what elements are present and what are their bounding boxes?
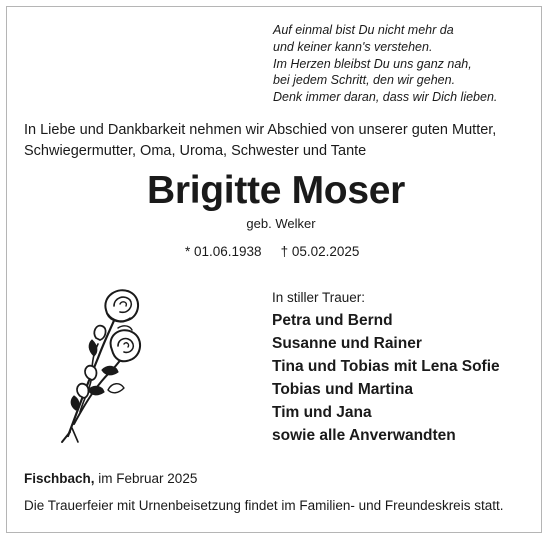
mourning-label: In stiller Trauer:: [272, 290, 366, 305]
mourner-entry: sowie alle Anverwandten: [272, 427, 456, 444]
life-dates: [185, 242, 359, 262]
intro-line: Schwiegermutter, Oma, Uroma, Schwester und Tante: [24, 142, 367, 159]
intro-line: In Liebe und Dankbarkeit nehmen wir Abschied von unserer guten Mutter,: [24, 122, 497, 138]
place-name: Fischbach,: [24, 471, 95, 486]
mourners-list: [272, 309, 500, 447]
maiden-name: geb. Welker: [246, 216, 316, 231]
funeral-note: Die Trauerfeier mit Urnenbeisetzung findet im Familien- und Freundeskreis statt.: [24, 498, 504, 513]
mourner-entry: Susanne und Rainer: [272, 335, 422, 352]
mourner-entry: Petra und Bernd: [272, 312, 393, 329]
poem-line: bei jedem Schritt, den wir gehen.: [273, 73, 456, 88]
rose-icon: [58, 286, 148, 446]
birth-date: * 01.06.1938: [185, 244, 262, 259]
poem: [273, 22, 538, 106]
deceased-name: Brigitte Moser: [146, 169, 405, 212]
poem-line: Denk immer daran, dass wir Dich lieben.: [273, 90, 498, 105]
poem-line: Auf einmal bist Du nicht mehr da: [273, 23, 454, 37]
place-date-line: [24, 469, 197, 489]
mourner-entry: Tim und Jana: [272, 404, 372, 421]
mourner-entry: Tobias und Martina: [272, 381, 413, 398]
issue-date: im Februar 2025: [94, 471, 198, 486]
death-date: † 05.02.2025: [280, 244, 360, 259]
poem-line: Im Herzen bleibst Du uns ganz nah,: [273, 56, 472, 71]
mourner-entry: Tina und Tobias mit Lena Sofie: [272, 358, 500, 375]
poem-line: und keiner kann's verstehen.: [273, 39, 433, 54]
farewell-intro: [24, 120, 534, 161]
